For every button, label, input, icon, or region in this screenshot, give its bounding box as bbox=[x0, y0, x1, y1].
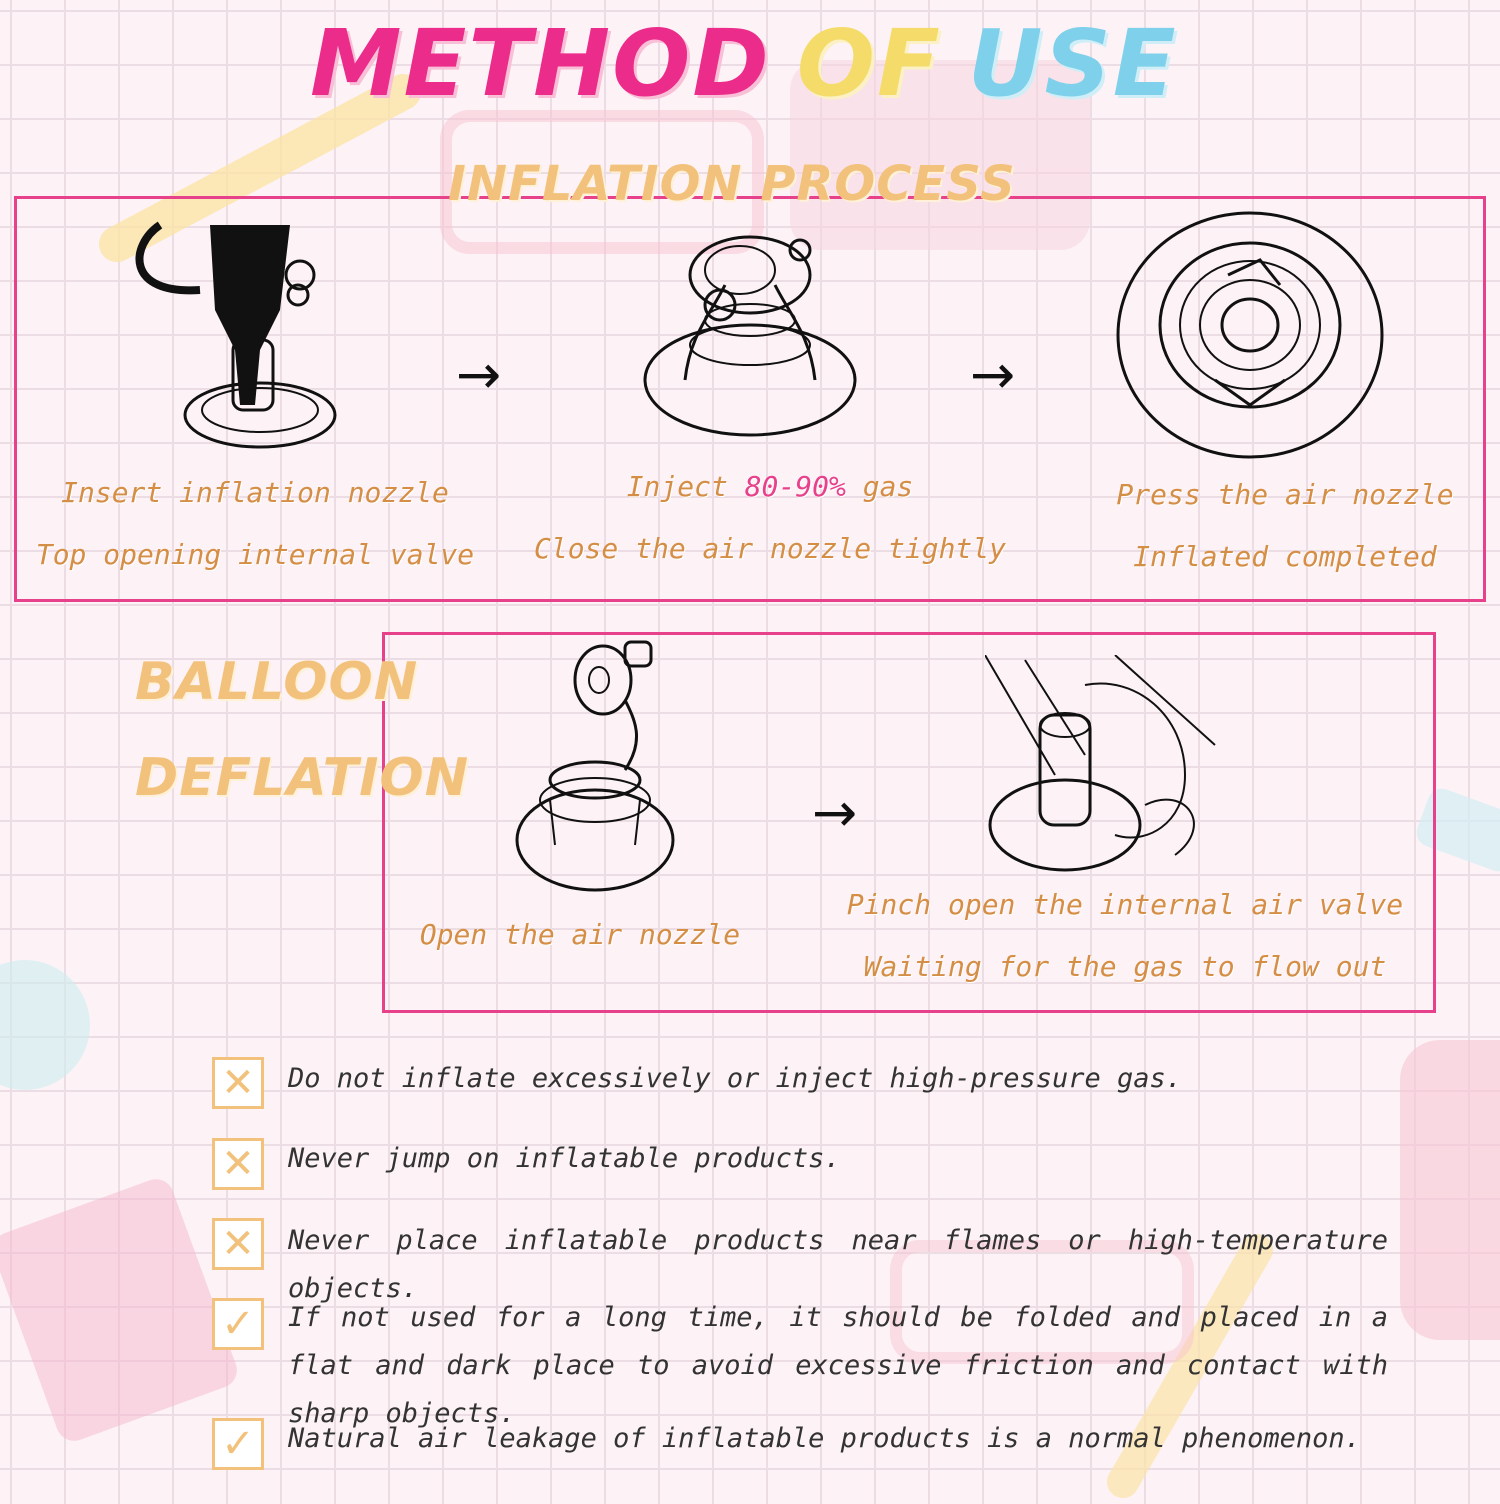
inflation-arrow-1: → bbox=[456, 343, 502, 406]
title-word-of: OF bbox=[796, 10, 942, 117]
deflation-heading-line1: BALLOON bbox=[135, 652, 419, 712]
inflation-step1-line2: Top opening internal valve bbox=[35, 538, 475, 571]
check-mark-icon: ✓ bbox=[212, 1418, 264, 1470]
inflation-step2-pre: Inject bbox=[626, 470, 745, 503]
title-word-use: USE bbox=[967, 10, 1178, 117]
inflation-step2-post: gas bbox=[845, 470, 914, 503]
inflation-arrow-2: → bbox=[970, 343, 1016, 406]
pressed-nozzle-top-view-illustration bbox=[1110, 205, 1390, 465]
rule-item: Never place inflatable products near flames or high-temperature objects. bbox=[288, 1225, 1388, 1304]
check-mark-icon: ✓ bbox=[212, 1298, 264, 1350]
closed-nozzle-illustration bbox=[640, 225, 860, 455]
page-title bbox=[310, 10, 1190, 120]
inflation-step2-line2: Close the air nozzle tightly bbox=[533, 532, 1006, 565]
inflation-step2-percent: 80-90% bbox=[744, 470, 846, 503]
cross-mark-icon: ✕ bbox=[212, 1218, 264, 1270]
cross-mark-icon: ✕ bbox=[212, 1057, 264, 1109]
cross-mark-icon: ✕ bbox=[212, 1138, 264, 1190]
inflation-step3-line2: Inflated completed bbox=[1133, 540, 1437, 573]
inflation-step3-line1: Press the air nozzle bbox=[1116, 478, 1454, 511]
inflation-step2-line1 bbox=[560, 470, 980, 503]
title-word-method: METHOD bbox=[310, 10, 771, 117]
deflation-step1-line1: Open the air nozzle bbox=[419, 918, 741, 951]
flask-decoration bbox=[0, 960, 90, 1090]
inflation-step1-line1: Insert inflation nozzle bbox=[61, 476, 449, 509]
deflation-arrow: → bbox=[812, 781, 858, 844]
rule-item: If not used for a long time, it should be folded and placed in a flat and dark place to avoid excessive friction and contact with sharp objects. bbox=[288, 1302, 1388, 1429]
rule-item: Natural air leakage of inflatable products is a normal phenomenon. bbox=[288, 1423, 1361, 1454]
bag-decoration bbox=[1400, 1040, 1500, 1340]
open-nozzle-illustration bbox=[515, 640, 685, 900]
rule-item: Do not inflate excessively or inject high-pressure gas. bbox=[288, 1063, 1183, 1094]
deflation-step2-line2: Waiting for the gas to flow out bbox=[863, 950, 1387, 983]
deflation-step2-line1: Pinch open the internal air valve bbox=[846, 888, 1404, 921]
pinch-valve-illustration bbox=[985, 655, 1225, 885]
inflation-heading: INFLATION PROCESS bbox=[448, 156, 1016, 212]
notebook-decoration bbox=[0, 1174, 242, 1446]
rule-item: Never jump on inflatable products. bbox=[288, 1143, 841, 1174]
pump-nozzle-illustration bbox=[120, 215, 360, 465]
deflation-heading-line2: DEFLATION bbox=[135, 748, 470, 808]
